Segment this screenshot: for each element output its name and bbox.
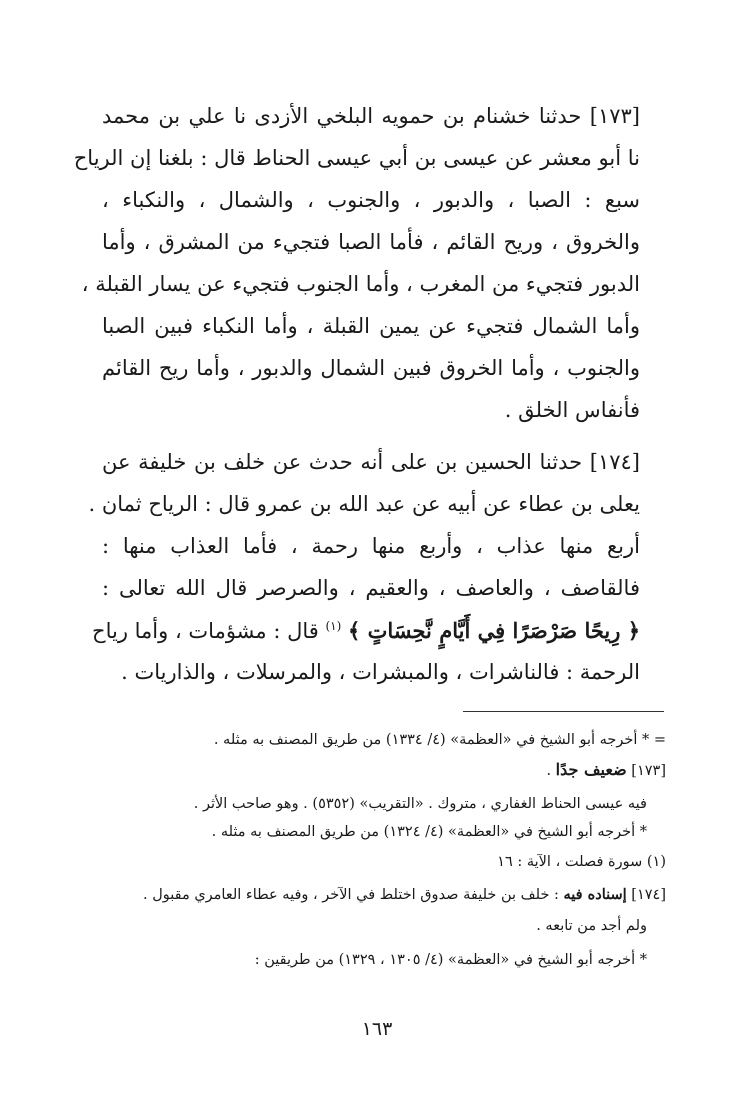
main-text-line: [١٧٤] حدثنا الحسين بن على أنه حدث عن خلف بن خليفة عن: [102, 450, 640, 474]
quran-verse: ﴿ رِيحًا صَرْصَرًا فِي أَيَّامٍ نَّحِسَاتٍ ﴾: [347, 618, 640, 643]
main-text-line: سبع : الصبا ، والدبور ، والجنوب ، والشمال ، والنكباء ،: [102, 188, 640, 212]
footnote-line: ولم أجد من تابعه .: [536, 918, 647, 934]
main-text-line: أربع منها عذاب ، وأربع منها رحمة ، فأما العذاب منها :: [102, 534, 640, 558]
quran-line-rest: قال : مشؤمات ، وأما رياح: [92, 619, 319, 643]
main-text-line: والجنوب ، وأما الخروق فبين الشمال والدبور ، وأما ريح القائم: [102, 356, 640, 380]
page-number: ١٦٣: [361, 1018, 393, 1040]
main-text-line: نا أبو معشر عن عيسى بن أبي عيسى الحناط قال : بلغنا إن الرياح: [73, 146, 640, 170]
main-text-line: الرحمة : فالناشرات ، والمبشرات ، والمرسلات ، والذاريات .: [121, 660, 640, 684]
footnote-number: [١٧٤]: [631, 887, 666, 903]
footnote-grade-rest: .: [546, 763, 556, 779]
footnote-line: = * أخرجه أبو الشيخ في «العظمة» (٤/ ١٣٣٤) من طريق المصنف به مثله .: [213, 732, 666, 748]
footnote-line: (١) سورة فصلت ، الآية : ١٦: [497, 854, 666, 870]
main-text-line-quran: [92, 618, 640, 643]
main-text-line: يعلى بن عطاء عن أبيه عن عبد الله بن عمرو قال : الرياح ثمان .: [88, 492, 640, 516]
footnote-divider: [463, 711, 664, 712]
main-text-line: [١٧٣] حدثنا خشنام بن حمويه البلخي الأزدى نا علي بن محمد: [102, 104, 640, 128]
footnote-grade-bold: إسناده فيه: [563, 886, 627, 903]
footnote-line: * أخرجه أبو الشيخ في «العظمة» (٤/ ١٣٠٥ ، ١٣٢٩) من طريقين :: [254, 952, 647, 968]
footnote-grade-bold: ضعيف جدًا: [555, 760, 627, 779]
footnote-grade: [546, 760, 666, 779]
main-text-line: والخروق ، وريح القائم ، فأما الصبا فتجيء من المشرق ، وأما: [102, 230, 640, 254]
main-text-line: الدبور فتجيء من المغرب ، وأما الجنوب فتجيء عن يسار القبلة ،: [81, 272, 640, 296]
footnote-number: [١٧٣]: [631, 763, 666, 779]
footnote-grade-rest: : خلف بن خليفة صدوق اختلط في الآخر ، وفيه عطاء العامري مقبول .: [142, 887, 564, 903]
main-text-line: فالقاصف ، والعاصف ، والعقيم ، والصرصر قال الله تعالى :: [102, 576, 640, 600]
footnote-ref: (١): [325, 619, 342, 633]
main-text-line: وأما الشمال فتجيء عن يمين القبلة ، وأما النكباء فبين الصبا: [102, 314, 640, 338]
footnote-line: فيه عيسى الحناط الغفاري ، متروك . «التقريب» (٥٣٥٢) . وهو صاحب الأثر .: [193, 796, 647, 812]
footnote-line: * أخرجه أبو الشيخ في «العظمة» (٤/ ١٣٢٤) من طريق المصنف به مثله .: [211, 824, 647, 840]
main-text-line: فأنفاس الخلق .: [504, 398, 640, 422]
footnote-grade: [143, 886, 666, 903]
